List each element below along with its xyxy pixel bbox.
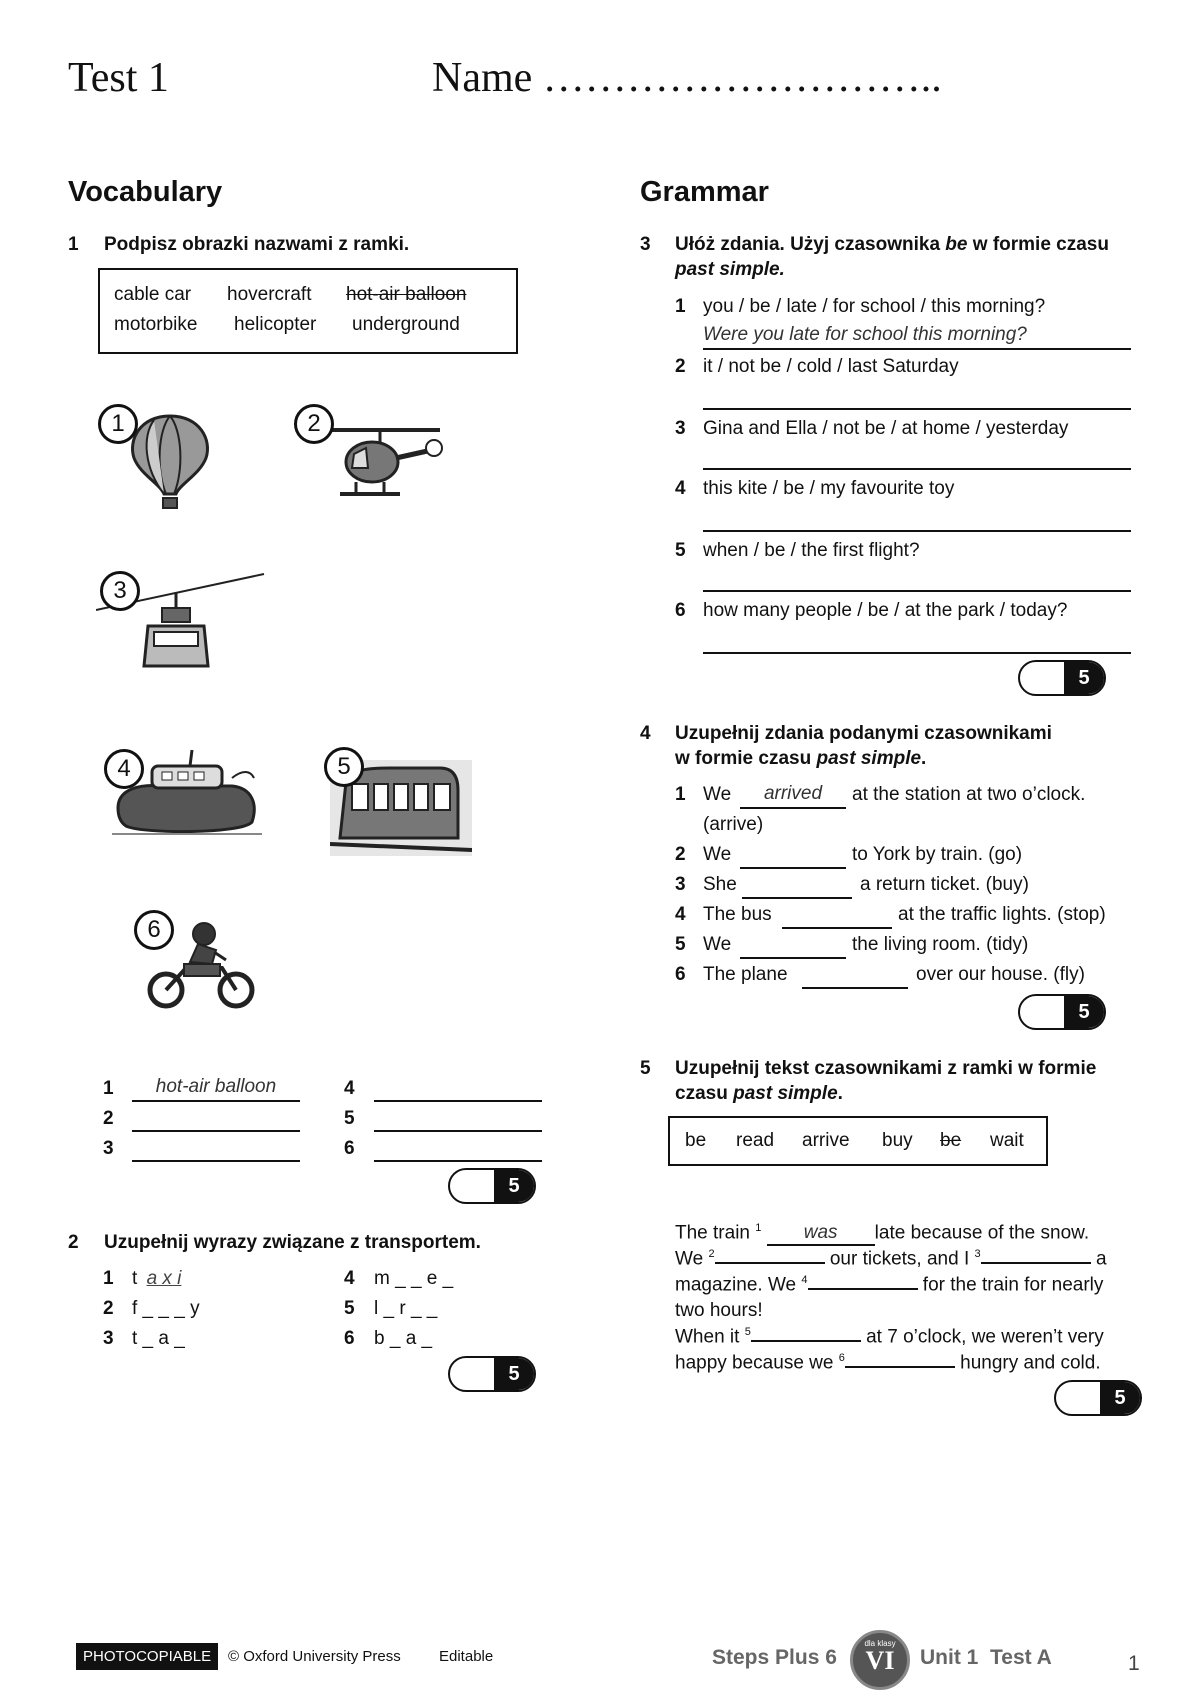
instruction-tense: past simple (733, 1083, 838, 1104)
answer-number: 1 (103, 1078, 114, 1099)
text-fragment: a (1095, 1248, 1107, 1270)
word-option: underground (352, 314, 460, 335)
exercise-4-number: 4 (640, 723, 651, 744)
text-fragment: our tickets, and I (829, 1248, 975, 1270)
class-badge-caption: dla klasy (864, 1639, 896, 1648)
word-puzzle[interactable]: m _ _ e _ (374, 1268, 454, 1289)
answer-number: 3 (103, 1138, 114, 1159)
item-after: a return ticket. (buy) (860, 874, 1029, 895)
item-number: 2 (675, 356, 686, 377)
exercise-3-number: 3 (640, 234, 651, 255)
vocabulary-heading: Vocabulary (68, 176, 223, 208)
gap-answer[interactable] (751, 1340, 861, 1342)
picture-number: 1 (98, 404, 138, 444)
score-box[interactable] (448, 1168, 536, 1204)
picture-number: 6 (134, 910, 174, 950)
text-line-2 (675, 1248, 1107, 1270)
item-number: 1 (675, 296, 686, 317)
item-number: 4 (675, 478, 686, 499)
item-number: 5 (344, 1298, 355, 1319)
word-option-used: hot-air balloon (346, 284, 467, 305)
exercise-3-instruction (675, 232, 1155, 282)
exercise-1-instruction: Podpisz obrazki nazwami z ramki. (104, 234, 410, 255)
instruction-text: czasu (675, 1083, 734, 1104)
instruction-tense: past simple. (675, 259, 785, 280)
instruction-tense: past simple (816, 748, 922, 769)
verb-box (668, 1116, 1048, 1166)
answer-number: 4 (344, 1078, 355, 1099)
item-prompt: you / be / late / for school / this morning? (703, 296, 1046, 317)
picture-number: 5 (324, 747, 364, 787)
answer-line[interactable] (703, 566, 1131, 592)
item-after: over our house. (fly) (916, 964, 1085, 985)
copyright-text: © Oxford University Press (228, 1648, 401, 1665)
score-value: 5 (1064, 996, 1104, 1028)
text-fragment: We (675, 1248, 709, 1270)
item-number: 2 (675, 844, 686, 865)
verb-option: read (736, 1130, 775, 1151)
exercise-4-instruction (675, 721, 1155, 771)
item-before: We (703, 934, 732, 955)
photocopiable-badge: PHOTOCOPIABLE (76, 1643, 218, 1670)
item-number: 5 (675, 540, 686, 561)
item-prompt: how many people / be / at the park / today? (703, 600, 1068, 621)
item-number: 1 (103, 1268, 114, 1289)
item-before: She (703, 874, 737, 895)
helicopter-icon (320, 420, 450, 510)
answer-line[interactable] (703, 444, 1131, 470)
item-after: at the station at two o’clock. (852, 784, 1086, 805)
text-line-5 (675, 1326, 1104, 1348)
answer-line[interactable] (374, 1076, 542, 1102)
answer-line[interactable] (132, 1106, 300, 1132)
item-number: 3 (103, 1328, 114, 1349)
answer-number: 2 (103, 1108, 114, 1129)
text-fragment: happy because we (675, 1352, 839, 1374)
text-line-6 (675, 1352, 1101, 1374)
answer-gap[interactable] (740, 933, 846, 959)
item-number: 2 (103, 1298, 114, 1319)
text-line-4: two hours! (675, 1300, 763, 1321)
answer-gap[interactable] (802, 963, 908, 989)
word-option: hovercraft (227, 284, 312, 305)
answer-line[interactable]: hot-air balloon (132, 1076, 300, 1102)
editable-label: Editable (439, 1648, 494, 1665)
instruction-text: Uzupełnij tekst czasownikami z ramki w formie (675, 1058, 1097, 1079)
name-field-label[interactable]: Name ……………………….. (432, 55, 942, 101)
word-puzzle-letters: t (132, 1268, 138, 1289)
gap-number: 3 (974, 1248, 981, 1260)
exercise-5-instruction (675, 1056, 1155, 1106)
text-fragment: for the train for nearly (922, 1274, 1104, 1296)
answer-line[interactable] (703, 628, 1131, 654)
gap-answer[interactable] (845, 1366, 955, 1368)
score-value: 5 (1100, 1382, 1140, 1414)
answer-gap[interactable]: arrived (740, 783, 846, 809)
text-fragment: hungry and cold. (960, 1352, 1101, 1374)
word-puzzle[interactable] (132, 1268, 181, 1290)
text-line-3 (675, 1274, 1103, 1296)
answer-line[interactable] (132, 1136, 300, 1162)
answer-number: 6 (344, 1138, 355, 1159)
gap-number: 5 (744, 1326, 751, 1338)
item-verb-hint: (arrive) (703, 814, 764, 835)
verb-option: wait (990, 1130, 1024, 1151)
item-number: 4 (344, 1268, 355, 1289)
word-puzzle[interactable]: t _ a _ (132, 1328, 185, 1349)
verb-option: arrive (802, 1130, 850, 1151)
exercise-5-number: 5 (640, 1058, 651, 1079)
item-before: We (703, 844, 732, 865)
answer-gap[interactable] (742, 873, 852, 899)
item-number: 3 (675, 874, 686, 895)
item-after: the living room. (tidy) (852, 934, 1029, 955)
class-badge-number: VI (865, 1646, 895, 1675)
item-prompt: Gina and Ella / not be / at home / yesterday (703, 418, 1069, 439)
course-title: Steps Plus 6 (712, 1646, 837, 1669)
text-fragment: When it (675, 1326, 745, 1348)
verb-option: buy (882, 1130, 913, 1151)
word-puzzle[interactable]: b _ a _ (374, 1328, 433, 1349)
instruction-text: Ułóż zdania. Użyj czasownika (675, 234, 946, 255)
answer-line[interactable] (374, 1136, 542, 1162)
answer-line[interactable] (703, 384, 1131, 410)
item-number: 4 (675, 904, 686, 925)
answer-line[interactable] (374, 1106, 542, 1132)
answer-line[interactable]: Were you late for school this morning? (703, 324, 1131, 350)
instruction-text: w formie czasu (967, 234, 1109, 255)
picture-number: 2 (294, 404, 334, 444)
test-title: Test 1 (68, 55, 169, 101)
page-number: 1 (1128, 1652, 1140, 1675)
score-box[interactable] (448, 1356, 536, 1392)
gap-number: 1 (755, 1222, 762, 1234)
item-number: 5 (675, 934, 686, 955)
text-fragment: late because of the snow. (874, 1222, 1090, 1244)
word-puzzle[interactable]: l _ r _ _ (374, 1298, 438, 1319)
item-before: The plane (703, 964, 788, 985)
item-number: 6 (344, 1328, 355, 1349)
score-value: 5 (494, 1170, 534, 1202)
text-fragment: at 7 o’clock, we weren’t very (866, 1326, 1104, 1348)
gap-answer[interactable]: was (767, 1222, 875, 1246)
item-after: to York by train. (go) (852, 844, 1023, 865)
item-number: 6 (675, 964, 686, 985)
score-value: 5 (494, 1358, 534, 1390)
gap-number: 6 (838, 1352, 845, 1364)
item-before: The bus (703, 904, 772, 925)
item-after: at the traffic lights. (stop) (898, 904, 1106, 925)
instruction-text: . (837, 1083, 843, 1104)
word-puzzle[interactable]: f _ _ _ y (132, 1298, 200, 1319)
text-fragment: magazine. We (675, 1274, 802, 1296)
exercise-1-number: 1 (68, 234, 79, 255)
answer-gap[interactable] (740, 843, 846, 869)
picture-number: 4 (104, 749, 144, 789)
exercise-2-number: 2 (68, 1232, 79, 1253)
item-number: 1 (675, 784, 686, 805)
text-line-1 (675, 1222, 1089, 1246)
instruction-verb: be (945, 234, 968, 255)
grammar-heading: Grammar (640, 176, 769, 208)
class-badge-logo (850, 1630, 910, 1690)
score-box[interactable] (1054, 1380, 1142, 1416)
answer-number: 5 (344, 1108, 355, 1129)
answer-gap[interactable] (782, 903, 892, 929)
gap-number: 2 (708, 1248, 715, 1260)
gap-answer[interactable] (808, 1288, 918, 1290)
gap-number: 4 (801, 1274, 808, 1286)
item-prompt: when / be / the first flight? (703, 540, 920, 561)
item-prompt: this kite / be / my favourite toy (703, 478, 955, 499)
item-number: 3 (675, 418, 686, 439)
word-box (98, 268, 518, 354)
instruction-text: Uzupełnij zdania podanymi czasownikami (675, 723, 1052, 744)
exercise-2-instruction: Uzupełnij wyrazy związane z transportem. (104, 1232, 481, 1253)
item-before: We (703, 784, 732, 805)
score-value: 5 (1064, 662, 1104, 694)
instruction-text: w formie czasu (675, 748, 817, 769)
gap-answer[interactable] (715, 1262, 825, 1264)
answer-line[interactable] (703, 506, 1131, 532)
gap-answer[interactable] (981, 1262, 1091, 1264)
word-option: motorbike (114, 314, 198, 335)
unit-test-label: Unit 1 Test A (920, 1646, 1052, 1669)
text-fragment: The train (675, 1222, 756, 1244)
word-puzzle-filled: a x i (146, 1268, 182, 1289)
score-box[interactable] (1018, 994, 1106, 1030)
word-option: helicopter (234, 314, 317, 335)
instruction-text: . (921, 748, 927, 769)
picture-number: 3 (100, 571, 140, 611)
item-prompt: it / not be / cold / last Saturday (703, 356, 959, 377)
word-option: cable car (114, 284, 192, 305)
item-number: 6 (675, 600, 686, 621)
verb-option: be (685, 1130, 707, 1151)
verb-option-used: be (940, 1130, 962, 1151)
score-box[interactable] (1018, 660, 1106, 696)
